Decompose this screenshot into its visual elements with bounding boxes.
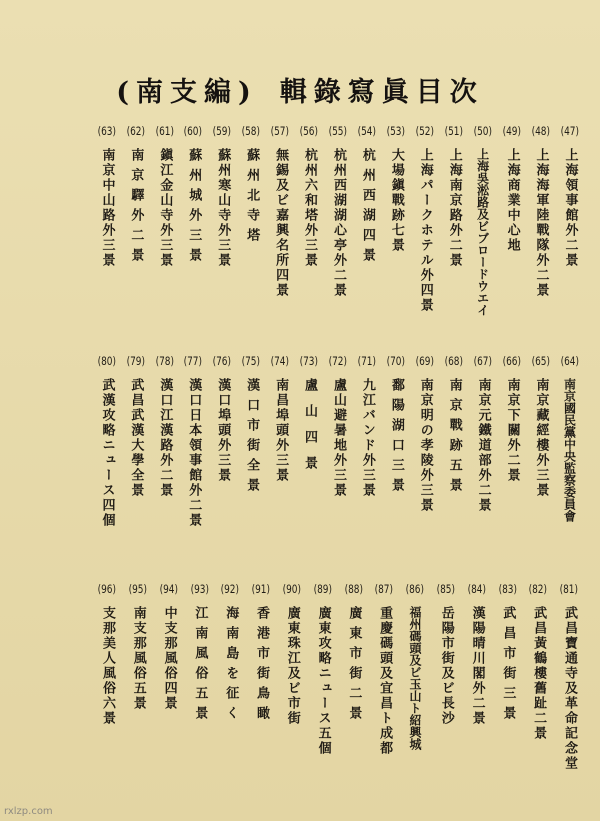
toc-entry [497,352,526,528]
entry-number: (47) [560,124,579,138]
toc-entry [369,580,399,771]
entry-number: (87) [374,582,394,596]
toc-entry [150,352,179,528]
entry-title: 九江バンド外三景 [359,378,375,498]
entry-number: (85) [436,582,455,596]
entry-number: (59) [213,124,232,138]
entry-number: (63) [97,124,116,138]
toc-entry [208,122,237,316]
entry-title: 武昌寶通寺及革命記念堂 [561,606,577,771]
entry-number: (82) [528,582,548,596]
toc-entry [468,122,497,316]
entry-number: (56) [299,124,319,138]
entry-number: (80) [97,354,116,368]
entry-title: 武昌武漢大學全景 [128,378,144,498]
entry-number: (76) [213,354,232,368]
entry-title: 上海南京路外二景 [446,148,462,268]
entry-title: 武昌市街三景 [500,606,516,726]
toc-entry [123,580,153,771]
entry-number: (48) [531,124,550,138]
entry-number: (83) [498,582,517,596]
entry-title: 海南島を征く [223,606,239,726]
entry-title: 盧山避暑地外三景 [330,378,346,498]
toc-entry [431,580,461,771]
entry-title: 杭州六和塔外三景 [302,148,318,268]
entry-number: (61) [155,124,174,138]
toc-entry [324,352,353,528]
entry-title: 蘇州北寺塔 [244,148,260,248]
toc-entry [215,580,245,771]
entry-title: 鄱陽湖口三景 [388,378,404,498]
entry-number: (96) [97,582,117,596]
entry-number: (73) [299,354,319,368]
entry-title: 南京明の孝陵外三景 [417,378,433,513]
entry-title: 南京元鐵道部外二景 [475,378,491,513]
toc-entry [150,122,179,316]
entry-number: (65) [531,354,550,368]
toc-entry [381,352,410,528]
toc-entry [497,122,526,316]
entry-number: (54) [357,124,377,138]
entry-title: 無錫及ビ嘉興名所四景 [273,148,289,298]
entry-number: (67) [473,354,492,368]
entry-number: (72) [328,354,348,368]
entry-number: (57) [270,124,290,138]
toc-entry [295,352,324,528]
entry-title: 上海パークホテル外四景 [417,148,433,313]
toc-entry [338,580,368,771]
entry-title: 武昌黃鶴樓舊趾二景 [531,606,547,741]
entry-title: 香港市街鳥瞰 [253,606,269,726]
entry-number: (89) [313,582,332,596]
toc-entry [154,580,184,771]
entry-number: (81) [559,582,579,596]
toc-entry [184,580,214,771]
entry-title: 中支那風俗四景 [161,606,177,711]
entry-title: 南京戰跡五景 [446,378,462,498]
entry-title: 南京國民黨中央監察委員會 [562,378,577,522]
toc-entry [246,580,276,771]
entry-title: 南昌埠頭外三景 [273,378,289,483]
entry-title: 南支那風俗五景 [130,606,146,711]
entry-number: (58) [241,124,261,138]
entry-number: (62) [126,124,145,138]
entry-number: (92) [220,582,240,596]
toc-entry [324,122,353,316]
entry-number: (90) [282,582,301,596]
entry-title: 蘇州寒山寺外三景 [215,148,231,268]
entry-title: 杭州西湖湖心亭外二景 [330,148,346,298]
toc-entry [492,580,522,771]
entry-number: (94) [159,582,178,596]
toc-entry [526,122,555,316]
entry-title: 漢口市街全景 [244,378,260,498]
toc-entry [462,580,492,771]
entry-title: 上海吳淞路及ビブロードウエイ [475,148,490,316]
entry-title: 鎭江金山寺外三景 [157,148,173,268]
entry-title: 南京下關外二景 [504,378,520,483]
entry-number: (71) [357,354,377,368]
entry-title: 福州碼頭及ビ玉山ト紹興城 [407,606,422,750]
entry-number: (91) [251,582,271,596]
entry-title: 蘇州城外三景 [186,148,202,268]
toc-entry [92,580,122,771]
toc-entry [439,352,468,528]
toc-entry [308,580,338,771]
entry-title: 南京藏經樓外三景 [533,378,549,498]
entry-title: 杭州西湖四景 [359,148,375,268]
page-title [0,70,600,109]
title-main: 輯錄寫眞目次 [279,77,484,108]
entry-number: (60) [184,124,203,138]
toc-entry [400,580,430,771]
entry-number: (93) [190,582,209,596]
entry-number: (55) [328,124,348,138]
entry-number: (84) [467,582,486,596]
entry-title: 漢口埠頭外三景 [215,378,231,483]
entry-title: 廣東市街二景 [346,606,362,726]
entry-number: (77) [184,354,203,368]
toc-entry [266,122,295,316]
toc-entry [526,352,555,528]
entry-number: (79) [126,354,145,368]
toc-entry [352,122,381,316]
toc-entry [468,352,497,528]
toc-entry [523,580,553,771]
toc-entry [92,122,121,316]
toc-entry [179,122,208,316]
entry-number: (64) [560,354,579,368]
entry-number: (88) [344,582,363,596]
entry-title: 支那美人風俗六景 [100,606,115,726]
entry-number: (68) [444,354,463,368]
entry-title: 上海商業中心地 [504,148,520,253]
toc-entry [352,352,381,528]
entry-title: 廣東珠江及ビ市街 [284,606,300,726]
entry-title: 漢陽晴川閣外二景 [469,606,485,726]
entry-number: (86) [405,582,425,596]
entry-title: 南京驛外二景 [128,148,144,268]
title-prefix: (南支編) [116,77,258,108]
toc-entry [554,580,584,771]
toc-entry [555,352,584,528]
entry-number: (50) [473,124,492,138]
entry-title: 重慶碼頭及宜昌ト成都 [377,606,393,756]
entry-number: (95) [128,582,147,596]
entry-title: 盧山四景 [302,378,318,482]
entry-number: (74) [270,354,290,368]
toc-section-2 [92,352,584,528]
entry-number: (69) [415,354,434,368]
toc-entry [121,352,150,528]
toc-entry [237,352,266,528]
toc-entry [179,352,208,528]
entry-number: (53) [386,124,406,138]
toc-section-1 [92,122,584,316]
entry-title: 漢口日本領事館外二景 [186,378,202,528]
entry-title: 漢口江漢路外二景 [157,378,173,498]
toc-entry [121,122,150,316]
entry-title: 岳陽市街及ビ長沙 [438,606,454,726]
entry-title: 南京中山路外三景 [99,148,115,268]
entry-title: 上海海軍陸戰隊外二景 [533,148,549,298]
toc-entry [295,122,324,316]
entry-title: 廣東攻略ニュース五個 [315,606,331,756]
entry-title: 江南風俗五景 [192,606,208,726]
entry-number: (49) [502,124,521,138]
entry-number: (75) [241,354,261,368]
entry-number: (52) [415,124,434,138]
entry-number: (66) [502,354,521,368]
toc-entry [208,352,237,528]
entry-title: 大場鎭戰跡七景 [388,148,404,253]
entry-title: 武漢攻略ニュース四個 [99,378,115,528]
toc-entry [410,352,439,528]
toc-entry [555,122,584,316]
entry-number: (51) [444,124,463,138]
toc-entry [277,580,307,771]
toc-entry [92,352,121,528]
toc-entry [410,122,439,316]
toc-entry [266,352,295,528]
watermark: rxlzp.com [4,806,53,817]
entry-number: (70) [386,354,406,368]
entry-title: 上海領事館外二景 [562,148,578,268]
toc-entry [439,122,468,316]
entry-number: (78) [155,354,174,368]
toc-entry [381,122,410,316]
toc-section-3 [92,580,584,771]
toc-entry [237,122,266,316]
